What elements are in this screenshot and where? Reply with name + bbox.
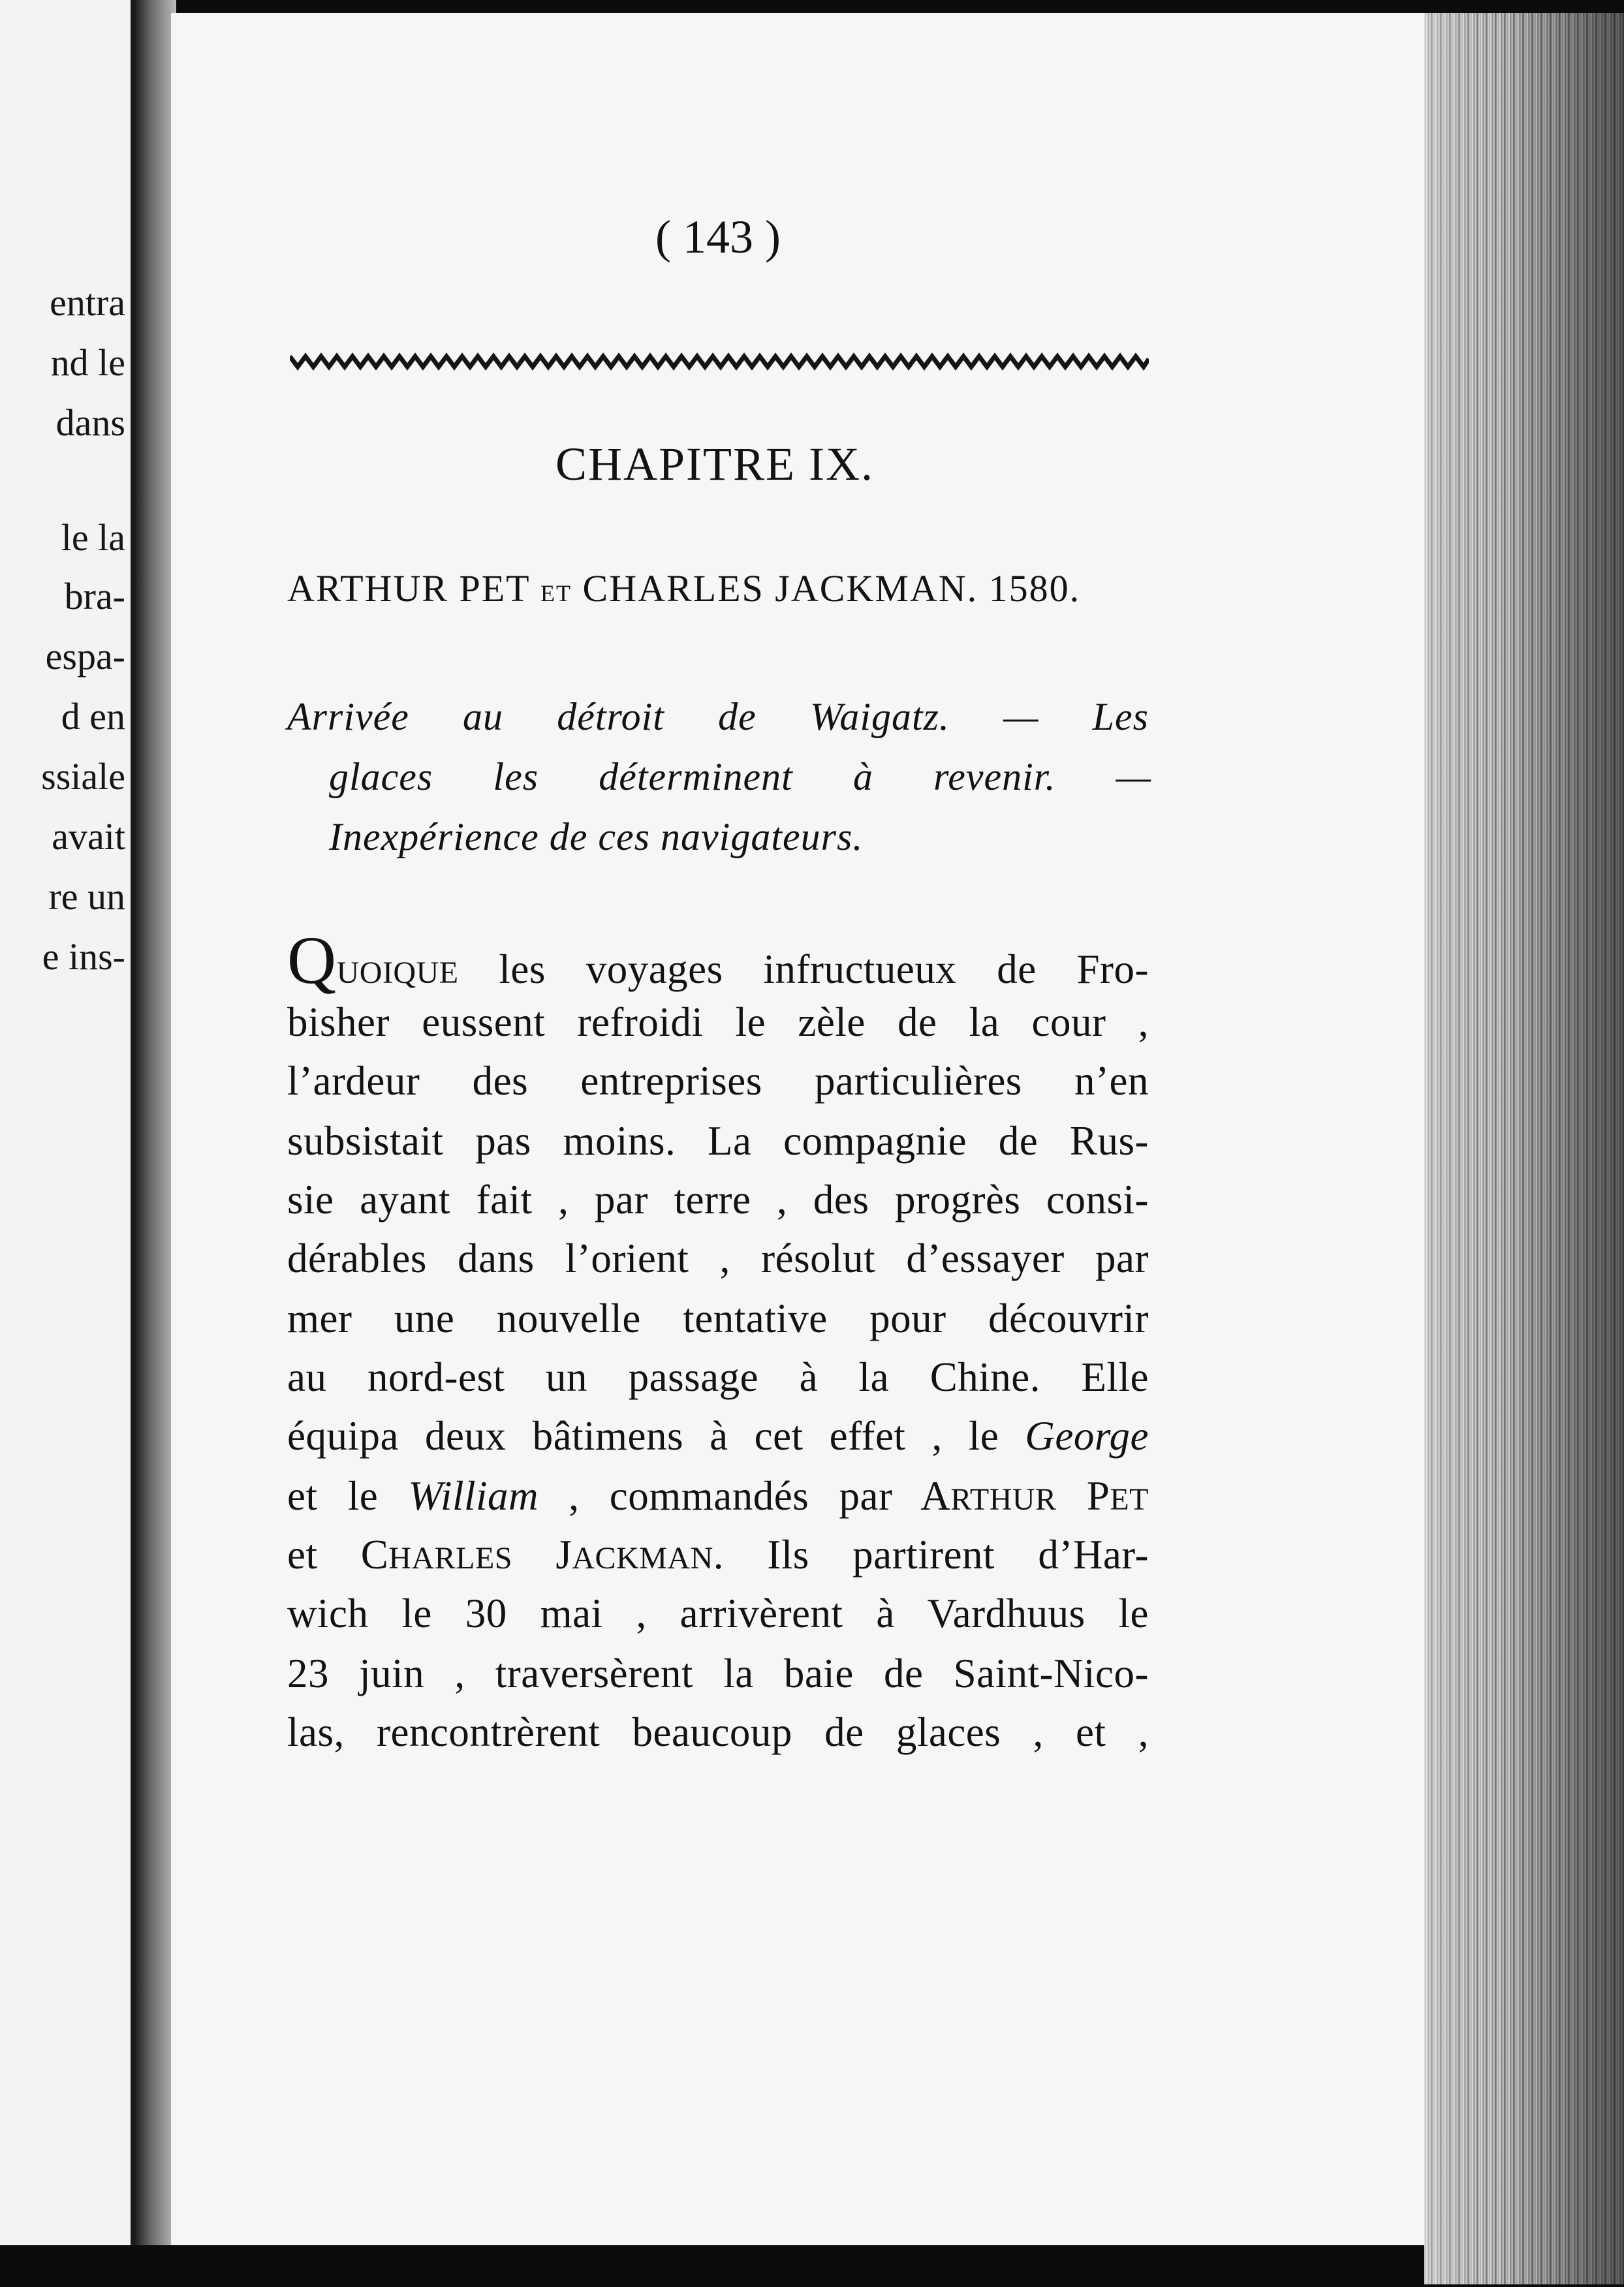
body-line (287, 1472, 1149, 1520)
book-gutter (134, 0, 176, 2245)
page-number: ( 143 ) (655, 211, 781, 263)
body-line: bisher eussent refroidi le zèle de la cour , (287, 999, 1149, 1045)
body-line: sie ayant fait , par terre , des progrès consi- (287, 1177, 1149, 1222)
body-text: équipa deux bâtimens à cet effet , le (287, 1413, 1025, 1459)
left-page-fragment: nd le (50, 341, 125, 384)
body-line: subsistait pas moins. La compagnie de Rus- (287, 1118, 1149, 1164)
body-line: 23 juin , traversèrent la baie de Saint-Nico- (287, 1651, 1149, 1696)
drop-cap: Q (287, 923, 337, 998)
ornamental-rule (290, 352, 1149, 371)
body-line: dérables dans l’orient , résolut d’essayer par (287, 1236, 1149, 1281)
small-caps-word: UOIQUE (336, 956, 459, 990)
left-page-fragment: e ins- (42, 935, 125, 978)
title-name-1: ARTHUR PET (287, 567, 530, 610)
body-text: , commandés par (539, 1473, 921, 1519)
title-connector: ET (540, 580, 572, 606)
chapter-title (287, 567, 1080, 610)
title-name-2: CHARLES JACKMAN. (582, 567, 978, 610)
page-edges-shadow (1424, 13, 1624, 2284)
body-line (287, 1412, 1149, 1460)
left-page-fragment: espa- (45, 635, 125, 677)
person-name: CHARLES JACKMAN (360, 1532, 713, 1578)
body-text: . Ils partirent d’Har- (713, 1532, 1149, 1578)
body-line (287, 923, 1149, 998)
ship-name: George (1025, 1413, 1149, 1459)
previous-page-edge (0, 0, 134, 2245)
person-name: ARTHUR PET (920, 1473, 1149, 1519)
left-page-fragment: ssiale (41, 755, 125, 798)
left-page-fragment: avait (52, 815, 125, 858)
body-line: au nord-est un passage à la Chine. Elle (287, 1354, 1149, 1400)
body-text: et (287, 1532, 361, 1578)
chapter-summary-line: Inexpérience de ces navigateurs. (329, 815, 864, 858)
ship-name: William (408, 1473, 539, 1519)
chapter-heading: CHAPITRE IX. (555, 438, 874, 490)
left-page-fragment: entra (50, 281, 125, 324)
left-page-fragment: dans (55, 401, 125, 444)
body-line: mer une nouvelle tentative pour découvrir (287, 1296, 1149, 1341)
body-text: les voyages infructueux de Fro- (458, 946, 1149, 992)
left-page-fragment: re un (48, 875, 125, 918)
left-page-fragment: d en (61, 695, 125, 738)
body-line: l’ardeur des entreprises particulières n’en (287, 1058, 1149, 1104)
title-year: 1580. (988, 567, 1081, 610)
left-page-fragment: le la (61, 516, 125, 559)
left-page-fragment: bra- (64, 575, 125, 617)
chapter-summary-line: glaces les déterminent à revenir. — (329, 755, 1151, 798)
body-line: las, rencontrèrent beaucoup de glaces , et , (287, 1709, 1149, 1755)
chapter-summary-line: Arrivée au détroit de Waigatz. — Les (287, 695, 1149, 738)
body-text: et le (287, 1473, 409, 1519)
body-line: wich le 30 mai , arrivèrent à Vardhuus le (287, 1591, 1149, 1636)
body-line (287, 1531, 1149, 1579)
